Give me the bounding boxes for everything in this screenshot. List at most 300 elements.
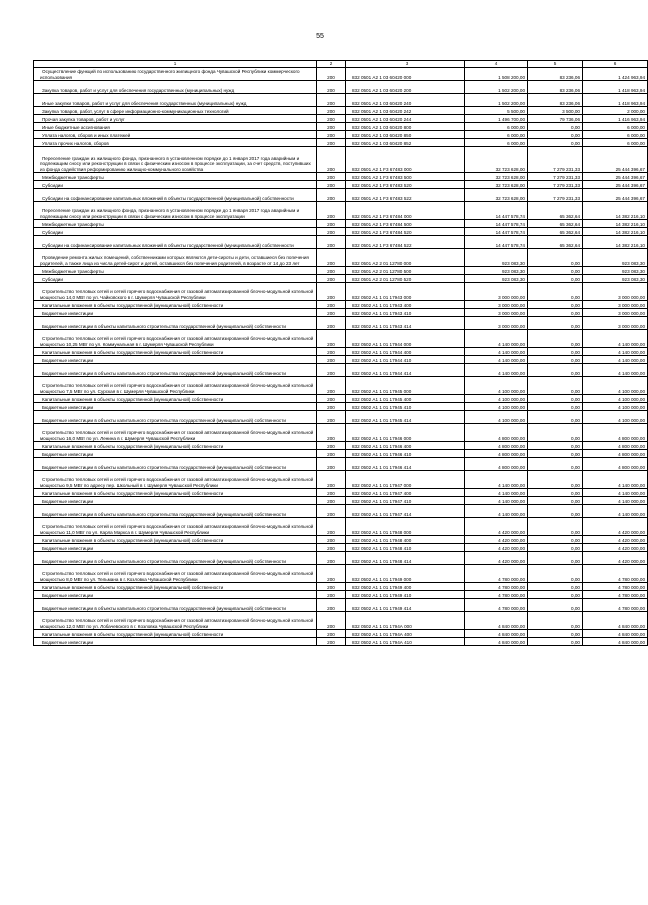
row-description (34, 181, 317, 189)
row-approved-amount: 6 000,00 (465, 123, 528, 131)
table-row (34, 236, 648, 249)
table-row (34, 591, 648, 599)
row-description (34, 228, 317, 236)
row-code: 200 (317, 403, 346, 411)
row-remaining-amount: 4 840 000,00 (583, 630, 648, 638)
row-description (34, 471, 317, 489)
table-row (34, 173, 648, 181)
row-executed-amount: 0,00 (528, 638, 583, 646)
row-remaining-amount: 3 000 000,00 (583, 309, 648, 317)
row-approved-amount: 3 000 000,00 (465, 309, 528, 317)
row-description (34, 68, 317, 81)
row-remaining-amount: 4 800 000,00 (583, 424, 648, 442)
column-number-row (34, 61, 648, 68)
row-description-text: Капитальные вложения в объекты государственной (муниципальной) собственности (42, 584, 224, 590)
row-description-text: Бюджетные инвестиции в объекты капитального строительства государственной (муниципальной) собственности (42, 417, 286, 423)
table-row (34, 489, 648, 497)
column-header: 2 (317, 61, 346, 68)
table-row (34, 505, 648, 518)
table-row (34, 638, 648, 646)
row-classification: 832 0502 А1 1 01 17947 414 (346, 505, 465, 518)
row-executed-amount: 0,00 (528, 471, 583, 489)
table-row (34, 458, 648, 471)
row-code: 200 (317, 505, 346, 518)
row-classification: 832 0502 А1 1 01 17948 410 (346, 544, 465, 552)
row-description (34, 638, 317, 646)
row-classification: 832 0501 А2 1 F3 67484 500 (346, 220, 465, 228)
row-description-text: Субсидии на софинансирование капитальных вложений в объекты государственной (муниципальной) собственности (42, 242, 294, 248)
row-classification: 832 0501 А2 1 F3 67483 522 (346, 189, 465, 202)
row-code: 200 (317, 612, 346, 630)
row-description (34, 612, 317, 630)
row-executed-amount: 0,00 (528, 424, 583, 442)
row-description-text: Строительство тепловых сетей и сетей горячего водоснабжения от газовой автоматизированной блочно-модульной котельной мощностью 7,5 МВт по ул. Сурская в г. Шумерля Чувашской Республики (40, 383, 314, 394)
row-description (34, 599, 317, 612)
row-remaining-amount: 6 000,00 (583, 139, 648, 147)
row-description (34, 317, 317, 330)
row-description (34, 81, 317, 94)
row-code: 200 (317, 283, 346, 301)
row-code: 200 (317, 202, 346, 220)
row-remaining-amount: 923 083,30 (583, 267, 648, 275)
row-code: 200 (317, 267, 346, 275)
table-row (34, 249, 648, 267)
row-code: 200 (317, 536, 346, 544)
row-classification: 832 0502 А1 1 01 17945 000 (346, 377, 465, 395)
row-code: 200 (317, 94, 346, 107)
row-executed-amount: 0,00 (528, 599, 583, 612)
row-remaining-amount: 4 140 000,00 (583, 348, 648, 356)
row-remaining-amount: 4 780 000,00 (583, 565, 648, 583)
table-row (34, 544, 648, 552)
column-header: 1 (34, 61, 317, 68)
row-description-text: Бюджетные инвестиции в объекты капитального строительства государственной (муниципальной) собственности (42, 558, 286, 564)
row-code: 200 (317, 236, 346, 249)
table-row (34, 115, 648, 123)
row-remaining-amount: 6 000,00 (583, 131, 648, 139)
table-row (34, 181, 648, 189)
row-approved-amount: 4 100 000,00 (465, 377, 528, 395)
column-header: 3 (346, 61, 465, 68)
row-executed-amount: 0,00 (528, 283, 583, 301)
row-description-text: Межбюджетные трансферты (42, 174, 104, 180)
table-row (34, 317, 648, 330)
row-approved-amount: 4 100 000,00 (465, 411, 528, 424)
row-code: 200 (317, 450, 346, 458)
table-row (34, 403, 648, 411)
row-remaining-amount: 4 840 000,00 (583, 638, 648, 646)
row-remaining-amount: 4 140 000,00 (583, 505, 648, 518)
row-executed-amount: 7 279 231,33 (528, 189, 583, 202)
row-approved-amount: 4 420 000,00 (465, 544, 528, 552)
row-approved-amount: 6 000,00 (465, 131, 528, 139)
row-description (34, 94, 317, 107)
row-description (34, 505, 317, 518)
row-description (34, 189, 317, 202)
row-classification: 832 0501 А2 1 F3 67483 520 (346, 181, 465, 189)
row-classification: 832 0502 А1 1 01 17944 410 (346, 356, 465, 364)
table-row (34, 94, 648, 107)
row-code: 200 (317, 123, 346, 131)
table-row (34, 220, 648, 228)
row-classification: 832 0501 А2 2 01 12780 500 (346, 267, 465, 275)
row-executed-amount: 0,00 (528, 497, 583, 505)
row-approved-amount: 32 723 628,00 (465, 173, 528, 181)
row-approved-amount: 4 840 000,00 (465, 612, 528, 630)
row-code: 200 (317, 181, 346, 189)
column-header: 6 (583, 61, 648, 68)
row-description (34, 115, 317, 123)
row-remaining-amount: 14 382 216,10 (583, 220, 648, 228)
row-approved-amount: 4 140 000,00 (465, 505, 528, 518)
row-approved-amount: 4 420 000,00 (465, 518, 528, 536)
row-approved-amount: 4 780 000,00 (465, 599, 528, 612)
row-code: 200 (317, 442, 346, 450)
row-code: 200 (317, 115, 346, 123)
row-code: 200 (317, 189, 346, 202)
row-description-text: Капитальные вложения в объекты государственной (муниципальной) собственности (42, 443, 224, 449)
table-row (34, 68, 648, 81)
row-code: 200 (317, 220, 346, 228)
row-remaining-amount: 4 140 000,00 (583, 471, 648, 489)
table-row (34, 450, 648, 458)
row-description-text: Бюджетные инвестиции (42, 639, 94, 645)
row-remaining-amount: 3 000 000,00 (583, 283, 648, 301)
table-row (34, 348, 648, 356)
row-description (34, 450, 317, 458)
row-description (34, 173, 317, 181)
table-row (34, 275, 648, 283)
row-description-text: Строительство тепловых сетей и сетей горячего водоснабжения от газовой автоматизированной блочно-модульной котельной мощностью 9,5 МВт по адресу пер. Школьный в г. Шумерля Чувашской Республики (40, 477, 314, 488)
row-approved-amount: 4 420 000,00 (465, 536, 528, 544)
row-executed-amount: 0,00 (528, 131, 583, 139)
row-description-text: Субсидии (42, 229, 63, 235)
row-remaining-amount: 923 083,30 (583, 275, 648, 283)
row-description-text: Бюджетные инвестиции (42, 404, 94, 410)
row-code: 200 (317, 552, 346, 565)
row-classification: 832 0502 А1 1 01 17946 000 (346, 424, 465, 442)
row-executed-amount: 65 362,64 (528, 228, 583, 236)
row-description-text: Переселение граждан из жилищного фонда, признанного в установленном порядке до 1 января 2017 года аварийным и подлежащим сносу или реконструкции в связи с физическим износом в процессе эксплуатации, за счет средств, поступивших из фонда содействия реформированию жилищно-коммунального хозяйства (40, 155, 311, 172)
row-classification: 832 0502 А1 1 01 17949 400 (346, 583, 465, 591)
row-remaining-amount: 3 000 000,00 (583, 301, 648, 309)
row-executed-amount: 0,00 (528, 377, 583, 395)
row-approved-amount: 1 508 200,00 (465, 68, 528, 81)
row-description-text: Строительство тепловых сетей и сетей горячего водоснабжения от газовой автоматизированной блочно-модульной котельной мощностью 12,0 МВт по ул. Лобачевского в г. Козловка Чувашской Республики (40, 618, 314, 629)
row-remaining-amount: 25 444 396,67 (583, 181, 648, 189)
row-classification: 832 0501 А2 1 03 60420 800 (346, 123, 465, 131)
table-row (34, 411, 648, 424)
row-executed-amount: 3 500,00 (528, 107, 583, 115)
row-approved-amount: 4 840 000,00 (465, 630, 528, 638)
row-approved-amount: 923 083,30 (465, 267, 528, 275)
column-header: 4 (465, 61, 528, 68)
row-description-text: Иные закупки товаров, работ и услуг для обеспечения государственных (муниципальных) нужд (42, 100, 247, 106)
row-classification: 832 0502 А1 1 01 17945 410 (346, 403, 465, 411)
row-approved-amount: 14 447 578,74 (465, 220, 528, 228)
row-approved-amount: 4 420 000,00 (465, 552, 528, 565)
row-code: 200 (317, 377, 346, 395)
row-classification: 832 0502 А1 1 01 17946 414 (346, 458, 465, 471)
row-description-text: Субсидии (42, 276, 63, 282)
row-executed-amount: 0,00 (528, 591, 583, 599)
row-approved-amount: 4 800 000,00 (465, 458, 528, 471)
row-classification: 832 0501 А2 2 01 12780 520 (346, 275, 465, 283)
row-executed-amount: 0,00 (528, 518, 583, 536)
row-executed-amount: 0,00 (528, 301, 583, 309)
row-executed-amount: 0,00 (528, 565, 583, 583)
row-classification: 832 0502 А1 1 01 1794А 410 (346, 638, 465, 646)
row-classification: 832 0502 А1 1 01 17948 400 (346, 536, 465, 544)
row-remaining-amount: 4 140 000,00 (583, 489, 648, 497)
table-row (34, 565, 648, 583)
row-description-text: Межбюджетные трансферты (42, 268, 104, 274)
table-row (34, 377, 648, 395)
row-code: 200 (317, 348, 346, 356)
row-remaining-amount: 4 100 000,00 (583, 403, 648, 411)
table-row (34, 518, 648, 536)
row-classification: 832 0502 А1 1 01 17945 414 (346, 411, 465, 424)
row-description-text: Строительство тепловых сетей и сетей горячего водоснабжения от газовой автоматизированной блочно-модульной котельной мощностью 8,0 МВт по ул. Тельмана в г. Козловка Чувашской Республики (40, 571, 314, 582)
row-approved-amount: 32 723 628,00 (465, 189, 528, 202)
row-description (34, 147, 317, 173)
row-description (34, 301, 317, 309)
row-description-text: Капитальные вложения в объекты государственной (муниципальной) собственности (42, 537, 224, 543)
row-description (34, 424, 317, 442)
row-remaining-amount: 3 000 000,00 (583, 317, 648, 330)
row-remaining-amount: 4 800 000,00 (583, 450, 648, 458)
row-remaining-amount: 14 382 216,10 (583, 236, 648, 249)
table-row (34, 442, 648, 450)
row-code: 200 (317, 107, 346, 115)
row-description (34, 442, 317, 450)
row-remaining-amount: 25 444 396,67 (583, 147, 648, 173)
row-remaining-amount: 1 424 963,94 (583, 68, 648, 81)
budget-table-body (34, 61, 648, 646)
row-executed-amount: 0,00 (528, 552, 583, 565)
row-description-text: Уплата налогов, сборов и иных платежей (42, 132, 131, 138)
row-code: 200 (317, 275, 346, 283)
row-description-text: Бюджетные инвестиции в объекты капитального строительства государственной (муниципальной) собственности (42, 323, 286, 329)
row-remaining-amount: 4 800 000,00 (583, 442, 648, 450)
row-approved-amount: 4 800 000,00 (465, 442, 528, 450)
row-code: 200 (317, 317, 346, 330)
row-description (34, 220, 317, 228)
row-approved-amount: 4 140 000,00 (465, 356, 528, 364)
table-row (34, 81, 648, 94)
row-classification: 832 0502 А1 1 01 1794А 400 (346, 630, 465, 638)
row-executed-amount: 7 279 231,33 (528, 181, 583, 189)
row-description-text: Строительство тепловых сетей и сетей горячего водоснабжения от газовой автоматизированной блочно-модульной котельной мощностью 16,0 МВт по ул. Ленина в г. Шумерля Чувашской Республики (40, 430, 314, 441)
row-approved-amount: 4 840 000,00 (465, 638, 528, 646)
row-executed-amount: 0,00 (528, 139, 583, 147)
row-approved-amount: 3 000 000,00 (465, 317, 528, 330)
row-classification: 832 0502 А1 1 01 17943 410 (346, 309, 465, 317)
row-executed-amount: 65 362,64 (528, 236, 583, 249)
table-row (34, 536, 648, 544)
row-description (34, 630, 317, 638)
row-executed-amount: 0,00 (528, 348, 583, 356)
row-remaining-amount: 6 000,00 (583, 123, 648, 131)
row-description-text: Бюджетные инвестиции в объекты капитального строительства государственной (муниципальной) собственности (42, 511, 286, 517)
row-classification: 832 0502 А1 1 01 17946 410 (346, 450, 465, 458)
row-remaining-amount: 4 420 000,00 (583, 518, 648, 536)
row-description (34, 236, 317, 249)
row-approved-amount: 4 140 000,00 (465, 364, 528, 377)
table-row (34, 228, 648, 236)
row-description (34, 403, 317, 411)
table-row (34, 301, 648, 309)
row-remaining-amount: 4 140 000,00 (583, 330, 648, 348)
row-remaining-amount: 4 100 000,00 (583, 377, 648, 395)
row-executed-amount: 0,00 (528, 267, 583, 275)
row-code: 200 (317, 330, 346, 348)
row-description-text: Бюджетные инвестиции (42, 592, 94, 598)
row-approved-amount: 14 447 578,74 (465, 228, 528, 236)
row-description-text: Прочая закупка товаров, работ и услуг (42, 116, 125, 122)
row-code: 200 (317, 630, 346, 638)
row-description-text: Бюджетные инвестиции в объекты капитального строительства государственной (муниципальной) собственности (42, 464, 286, 470)
row-executed-amount: 0,00 (528, 356, 583, 364)
row-classification: 832 0502 А1 1 01 17943 000 (346, 283, 465, 301)
row-code: 200 (317, 309, 346, 317)
row-description (34, 356, 317, 364)
row-remaining-amount: 4 100 000,00 (583, 411, 648, 424)
row-classification: 832 0502 А1 1 01 17948 000 (346, 518, 465, 536)
table-row (34, 202, 648, 220)
row-approved-amount: 4 140 000,00 (465, 330, 528, 348)
row-code: 200 (317, 458, 346, 471)
row-classification: 832 0502 А1 1 01 17944 000 (346, 330, 465, 348)
row-approved-amount: 923 083,30 (465, 275, 528, 283)
row-executed-amount: 0,00 (528, 309, 583, 317)
row-approved-amount: 4 780 000,00 (465, 583, 528, 591)
row-executed-amount: 0,00 (528, 317, 583, 330)
row-code: 200 (317, 424, 346, 442)
row-code: 200 (317, 147, 346, 173)
row-remaining-amount: 4 420 000,00 (583, 544, 648, 552)
row-classification: 832 0502 А1 1 01 17946 400 (346, 442, 465, 450)
row-code: 200 (317, 131, 346, 139)
row-description (34, 489, 317, 497)
table-row (34, 139, 648, 147)
row-description-text: Бюджетные инвестиции (42, 310, 94, 316)
row-description-text: Переселение граждан из жилищного фонда, признанного в установленном порядке до 1 января 2017 года аварийным и подлежащим сносу или реконструкции в связи с физическим износом в процессе эксплуатации (40, 208, 300, 219)
page-number: 55 (316, 33, 324, 40)
table-row (34, 364, 648, 377)
row-approved-amount: 923 083,30 (465, 249, 528, 267)
row-code: 200 (317, 518, 346, 536)
row-description-text: Субсидии (42, 182, 63, 188)
table-row (34, 497, 648, 505)
row-executed-amount: 83 236,06 (528, 81, 583, 94)
row-remaining-amount: 4 800 000,00 (583, 458, 648, 471)
row-executed-amount: 0,00 (528, 458, 583, 471)
table-row (34, 630, 648, 638)
row-approved-amount: 4 140 000,00 (465, 348, 528, 356)
row-description (34, 330, 317, 348)
row-description-text: Межбюджетные трансферты (42, 221, 104, 227)
row-executed-amount: 0,00 (528, 123, 583, 131)
budget-table (33, 60, 648, 646)
row-executed-amount: 0,00 (528, 505, 583, 518)
row-description (34, 411, 317, 424)
row-description-text: Строительство тепловых сетей и сетей горячего водоснабжения от газовой автоматизированной блочно-модульной котельной мощностью 14,0 МВт по ул. Чайковского в г. Шумерля Чувашской Республики (40, 289, 314, 300)
row-executed-amount: 0,00 (528, 275, 583, 283)
row-code: 200 (317, 544, 346, 552)
row-description-text: Закупка товаров, работ, услуг в сфере информационно-коммуникационных технологий (42, 108, 229, 114)
row-description (34, 364, 317, 377)
row-executed-amount: 0,00 (528, 411, 583, 424)
row-remaining-amount: 4 780 000,00 (583, 583, 648, 591)
table-row (34, 267, 648, 275)
column-header: 5 (528, 61, 583, 68)
row-description-text: Бюджетные инвестиции (42, 451, 94, 457)
row-code: 200 (317, 411, 346, 424)
row-classification: 832 0501 А2 1 03 60420 240 (346, 94, 465, 107)
row-classification: 832 0501 А2 1 03 60420 242 (346, 107, 465, 115)
row-classification: 832 0501 А2 1 F3 67484 000 (346, 202, 465, 220)
row-executed-amount: 0,00 (528, 249, 583, 267)
row-description-text: Иные бюджетные ассигнования (42, 124, 110, 130)
row-classification: 832 0502 А1 1 01 17947 400 (346, 489, 465, 497)
row-approved-amount: 4 800 000,00 (465, 450, 528, 458)
row-approved-amount: 3 000 000,00 (465, 301, 528, 309)
row-executed-amount: 7 279 231,33 (528, 173, 583, 181)
row-remaining-amount: 1 418 963,94 (583, 81, 648, 94)
row-approved-amount: 1 502 200,00 (465, 94, 528, 107)
row-remaining-amount: 923 083,30 (583, 249, 648, 267)
row-code: 200 (317, 583, 346, 591)
row-code: 200 (317, 228, 346, 236)
row-approved-amount: 1 502 200,00 (465, 81, 528, 94)
row-description (34, 275, 317, 283)
row-remaining-amount: 4 420 000,00 (583, 536, 648, 544)
row-description (34, 283, 317, 301)
row-classification: 832 0502 А1 1 01 17944 400 (346, 348, 465, 356)
row-executed-amount: 0,00 (528, 442, 583, 450)
row-description (34, 591, 317, 599)
row-classification: 832 0501 А2 1 03 60420 000 (346, 68, 465, 81)
row-executed-amount: 0,00 (528, 630, 583, 638)
row-code: 200 (317, 301, 346, 309)
row-approved-amount: 14 447 578,74 (465, 236, 528, 249)
row-executed-amount: 0,00 (528, 583, 583, 591)
row-executed-amount: 0,00 (528, 330, 583, 348)
row-description (34, 395, 317, 403)
table-row (34, 612, 648, 630)
row-remaining-amount: 4 840 000,00 (583, 612, 648, 630)
row-classification: 832 0502 А1 1 01 17943 414 (346, 317, 465, 330)
row-executed-amount: 65 362,64 (528, 202, 583, 220)
row-description (34, 583, 317, 591)
row-approved-amount: 1 496 700,00 (465, 115, 528, 123)
row-approved-amount: 4 780 000,00 (465, 591, 528, 599)
row-approved-amount: 4 100 000,00 (465, 395, 528, 403)
row-executed-amount: 0,00 (528, 450, 583, 458)
row-executed-amount: 0,00 (528, 403, 583, 411)
row-description (34, 497, 317, 505)
row-description (34, 348, 317, 356)
row-executed-amount: 0,00 (528, 536, 583, 544)
row-executed-amount: 79 736,06 (528, 115, 583, 123)
table-row (34, 356, 648, 364)
row-description-text: Закупка товаров, работ и услуг для обеспечения государственных (муниципальных) нужд (42, 87, 235, 93)
row-description-text: Бюджетные инвестиции (42, 545, 94, 551)
row-classification: 832 0502 А1 1 01 17943 400 (346, 301, 465, 309)
table-row (34, 395, 648, 403)
row-approved-amount: 4 100 000,00 (465, 403, 528, 411)
